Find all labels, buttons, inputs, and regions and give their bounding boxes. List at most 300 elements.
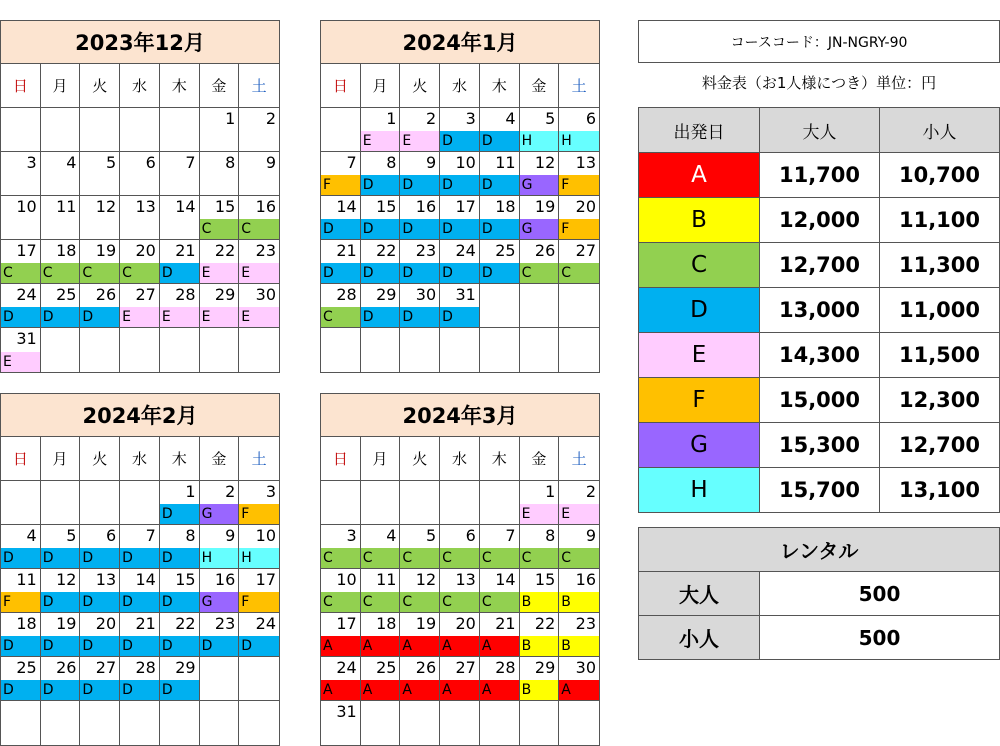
day-number: 31 (16, 329, 37, 348)
day-number: 8 (386, 153, 397, 172)
day-number: 23 (214, 614, 236, 633)
day-cell (440, 657, 480, 701)
day-number: 4 (66, 153, 77, 172)
day-cell (559, 569, 599, 613)
weekday-label: 火 (80, 437, 120, 481)
day-cell (520, 240, 560, 284)
day-cell (120, 613, 160, 657)
day-cell (480, 240, 520, 284)
day-number: 18 (495, 197, 516, 216)
price-code-d: D (440, 131, 479, 151)
price-code-cell: B (639, 198, 760, 243)
day-cell (160, 657, 200, 701)
day-number: 2 (425, 109, 437, 128)
day-number: 21 (175, 241, 196, 260)
day-number: 8 (225, 153, 236, 172)
price-code-d: D (1, 680, 40, 700)
price-code-c: C (520, 263, 559, 283)
price-code-cell: C (639, 243, 760, 288)
price-code-g: G (200, 592, 239, 612)
day-number: 13 (455, 570, 476, 589)
day-number: 17 (16, 241, 37, 260)
price-code-d: D (160, 263, 199, 283)
price-code-f: F (239, 592, 279, 612)
day-number: 22 (175, 614, 196, 633)
day-number: 11 (376, 570, 397, 589)
day-number: 24 (16, 285, 37, 304)
day-cell (1, 108, 41, 152)
day-cell (80, 525, 120, 569)
price-code-a: A (361, 680, 400, 700)
day-number: 15 (376, 197, 397, 216)
weekday-label: 月 (41, 437, 81, 481)
weekday-label: 土 (559, 437, 599, 481)
day-number: 10 (255, 526, 276, 545)
day-number: 1 (545, 482, 556, 501)
calendar-2024-01 (320, 20, 600, 373)
child-price: 11,300 (880, 243, 1000, 288)
day-cell (480, 284, 520, 328)
day-cell (440, 196, 480, 240)
day-cell (400, 152, 440, 196)
day-cell (361, 657, 401, 701)
day-cell (41, 525, 81, 569)
weekday-label: 月 (361, 64, 401, 108)
price-code-c: C (200, 219, 239, 239)
day-cell (400, 613, 440, 657)
day-cell (200, 152, 240, 196)
day-cell (80, 108, 120, 152)
day-number: 22 (534, 614, 556, 633)
day-number: 5 (66, 526, 77, 545)
day-number: 16 (214, 570, 236, 589)
price-code-f: F (321, 175, 360, 195)
price-code-c: C (120, 263, 159, 283)
price-code-c: C (440, 592, 479, 612)
day-cell (80, 701, 120, 745)
day-number: 25 (16, 658, 37, 677)
day-cell (480, 481, 520, 525)
price-code-d: D (361, 307, 400, 327)
price-code-d: D (1, 548, 40, 568)
day-cell (520, 108, 560, 152)
day-cell (440, 569, 480, 613)
price-code-e: E (520, 504, 559, 524)
price-code-c: C (480, 592, 519, 612)
price-code-d: D (41, 636, 80, 656)
day-number: 16 (575, 570, 596, 589)
price-code-d: D (440, 307, 479, 327)
weekday-label: 木 (160, 64, 200, 108)
day-number: 7 (346, 153, 357, 172)
rental-row (639, 616, 1000, 660)
weekday-label: 土 (559, 64, 599, 108)
price-code-a: A (480, 636, 519, 656)
day-number: 7 (505, 526, 516, 545)
weekday-label: 水 (120, 64, 160, 108)
price-code-a: A (400, 680, 439, 700)
price-row (639, 288, 1000, 333)
day-cell (41, 196, 81, 240)
day-number: 21 (495, 614, 516, 633)
day-cell (1, 481, 41, 525)
day-number: 6 (105, 526, 117, 545)
day-cell (1, 613, 41, 657)
weekday-label: 日 (321, 64, 361, 108)
day-cell (520, 481, 560, 525)
day-cell (120, 481, 160, 525)
price-code-a: A (400, 636, 439, 656)
day-number: 10 (336, 570, 357, 589)
weekday-label: 月 (361, 437, 401, 481)
price-code-e: E (1, 352, 40, 372)
price-code-e: E (200, 307, 239, 327)
day-number: 25 (56, 285, 77, 304)
price-code-d: D (160, 636, 199, 656)
weekday-label: 土 (239, 64, 279, 108)
price-code-d: D (400, 219, 439, 239)
price-code-a: A (440, 636, 479, 656)
day-cell (480, 701, 520, 745)
day-number: 20 (135, 241, 156, 260)
day-number: 5 (105, 153, 117, 172)
day-cell (559, 701, 599, 745)
price-code-d: D (41, 307, 80, 327)
day-cell (559, 525, 599, 569)
day-cell (1, 284, 41, 328)
day-cell (1, 525, 41, 569)
day-cell (440, 613, 480, 657)
price-code-a: A (440, 680, 479, 700)
price-code-d: D (440, 175, 479, 195)
day-number: 27 (95, 658, 117, 677)
day-number: 12 (95, 197, 117, 216)
day-cell (361, 481, 401, 525)
day-cell (361, 152, 401, 196)
day-number: 14 (175, 197, 196, 216)
price-table-title: 料金表（お1人様につき）単位：円 (701, 74, 937, 92)
day-cell (520, 701, 560, 745)
day-cell (321, 240, 361, 284)
day-cell (160, 108, 200, 152)
price-code-d: D (400, 263, 439, 283)
day-cell (200, 657, 240, 701)
day-cell (400, 328, 440, 372)
price-code-cell: G (639, 423, 760, 468)
day-number: 1 (185, 482, 196, 501)
day-cell (361, 569, 401, 613)
price-code-d: D (400, 307, 439, 327)
price-code-h: H (520, 131, 559, 151)
day-cell (440, 701, 480, 745)
day-cell (120, 152, 160, 196)
day-number: 15 (175, 570, 196, 589)
day-cell (400, 481, 440, 525)
price-code-d: D (120, 680, 159, 700)
weekday-label: 水 (120, 437, 160, 481)
day-cell (239, 240, 279, 284)
calendar-title: 2023年12月 (1, 21, 279, 64)
price-code-g: G (200, 504, 239, 524)
price-code-c: C (480, 548, 519, 568)
child-price: 12,300 (880, 378, 1000, 423)
day-number: 23 (415, 241, 437, 260)
day-number: 30 (255, 285, 276, 304)
day-cell (321, 328, 361, 372)
day-number: 29 (376, 285, 397, 304)
weekday-header (1, 437, 279, 481)
day-number: 30 (415, 285, 437, 304)
price-code-a: A (361, 636, 400, 656)
price-code-d: D (400, 175, 439, 195)
day-cell (120, 525, 160, 569)
price-row (639, 198, 1000, 243)
rental-title: レンタル (639, 528, 1000, 572)
day-cell (321, 569, 361, 613)
calendar-2024-03 (320, 393, 600, 746)
rental-label: 大人 (639, 572, 760, 616)
day-cell (239, 569, 279, 613)
day-cell (440, 481, 480, 525)
day-number: 9 (265, 153, 276, 172)
day-number: 20 (575, 197, 596, 216)
child-price: 11,100 (880, 198, 1000, 243)
day-cell (321, 481, 361, 525)
price-code-d: D (480, 263, 519, 283)
day-cell (160, 613, 200, 657)
day-cell (80, 613, 120, 657)
day-number: 28 (495, 658, 516, 677)
day-number: 23 (575, 614, 596, 633)
weekday-label: 金 (520, 64, 560, 108)
weekday-header (321, 64, 599, 108)
price-code-c: C (440, 548, 479, 568)
price-code-c: C (321, 548, 360, 568)
day-cell (120, 196, 160, 240)
day-cell (361, 196, 401, 240)
day-cell (80, 481, 120, 525)
price-code-b: B (559, 636, 599, 656)
price-code-d: D (80, 548, 119, 568)
day-cell (1, 152, 41, 196)
price-code-d: D (480, 219, 519, 239)
day-cell (520, 525, 560, 569)
day-cell (200, 108, 240, 152)
day-number: 22 (376, 241, 397, 260)
rental-value: 500 (760, 572, 1000, 616)
price-code-b: B (520, 680, 559, 700)
day-number: 3 (465, 109, 476, 128)
day-cell (80, 240, 120, 284)
price-header-child: 小人 (880, 108, 1000, 153)
day-number: 17 (455, 197, 476, 216)
day-cell (239, 108, 279, 152)
day-cell (80, 657, 120, 701)
price-code-d: D (41, 548, 80, 568)
day-number: 2 (225, 482, 236, 501)
day-cell (520, 613, 560, 657)
day-number: 19 (534, 197, 556, 216)
price-code-d: D (321, 219, 360, 239)
day-cell (361, 328, 401, 372)
day-number: 5 (425, 526, 437, 545)
day-cell (520, 328, 560, 372)
day-cell (200, 569, 240, 613)
day-number: 13 (135, 197, 156, 216)
price-code-b: B (559, 592, 599, 612)
price-code-d: D (200, 636, 239, 656)
day-number: 18 (376, 614, 397, 633)
day-cell (160, 284, 200, 328)
day-cell (400, 657, 440, 701)
calendar-grid (321, 481, 599, 745)
day-number: 18 (56, 241, 77, 260)
day-number: 12 (56, 570, 77, 589)
day-cell (1, 657, 41, 701)
day-number: 4 (386, 526, 397, 545)
day-cell (559, 240, 599, 284)
day-number: 3 (26, 153, 37, 172)
price-code-e: E (559, 504, 599, 524)
price-code-a: A (559, 680, 599, 700)
day-cell (41, 569, 81, 613)
price-code-d: D (361, 263, 400, 283)
day-number: 30 (575, 658, 596, 677)
day-cell (400, 525, 440, 569)
day-cell (400, 108, 440, 152)
price-row (639, 153, 1000, 198)
child-price: 12,700 (880, 423, 1000, 468)
price-code-g: G (520, 219, 559, 239)
day-cell (120, 240, 160, 284)
day-cell (160, 481, 200, 525)
day-number: 29 (214, 285, 236, 304)
day-number: 11 (56, 197, 77, 216)
child-price: 11,000 (880, 288, 1000, 333)
day-number: 28 (336, 285, 357, 304)
day-number: 4 (26, 526, 37, 545)
day-cell (120, 701, 160, 745)
price-code-d: D (80, 680, 119, 700)
day-cell (480, 613, 520, 657)
price-code-d: D (160, 592, 199, 612)
day-cell (440, 108, 480, 152)
weekday-header (321, 437, 599, 481)
price-code-d: D (120, 592, 159, 612)
day-cell (41, 657, 81, 701)
day-cell (480, 569, 520, 613)
weekday-label: 火 (400, 64, 440, 108)
price-code-d: D (1, 307, 40, 327)
day-number: 21 (336, 241, 357, 260)
day-cell (480, 152, 520, 196)
day-cell (321, 152, 361, 196)
adult-price: 12,000 (760, 198, 880, 243)
day-number: 1 (225, 109, 236, 128)
day-cell (400, 196, 440, 240)
adult-price: 11,700 (760, 153, 880, 198)
price-code-d: D (480, 175, 519, 195)
price-code-d: D (41, 592, 80, 612)
day-number: 26 (56, 658, 77, 677)
day-number: 3 (346, 526, 357, 545)
day-number: 28 (135, 658, 156, 677)
day-cell (559, 196, 599, 240)
day-number: 26 (534, 241, 556, 260)
price-code-d: D (120, 636, 159, 656)
day-cell (120, 328, 160, 372)
day-cell (321, 196, 361, 240)
day-cell (559, 284, 599, 328)
child-price: 13,100 (880, 468, 1000, 513)
day-cell (200, 328, 240, 372)
price-code-cell: F (639, 378, 760, 423)
price-code-e: E (239, 307, 279, 327)
course-code: コースコード：JN-NGRY-90 (638, 20, 1000, 63)
day-number: 15 (214, 197, 236, 216)
day-number: 20 (455, 614, 476, 633)
calendar-2024-02 (0, 393, 280, 746)
weekday-header (1, 64, 279, 108)
weekday-label: 木 (480, 437, 520, 481)
calendar-title: 2024年3月 (321, 394, 599, 437)
price-code-d: D (480, 131, 519, 151)
day-number: 6 (585, 109, 596, 128)
price-code-d: D (41, 680, 80, 700)
day-cell (160, 152, 200, 196)
day-cell (559, 613, 599, 657)
day-cell (520, 196, 560, 240)
day-cell (440, 525, 480, 569)
day-cell (160, 525, 200, 569)
adult-price: 14,300 (760, 333, 880, 378)
day-cell (361, 525, 401, 569)
calendar-title: 2024年1月 (321, 21, 599, 64)
day-cell (361, 701, 401, 745)
day-cell (1, 328, 41, 372)
weekday-label: 火 (80, 64, 120, 108)
price-code-d: D (361, 175, 400, 195)
day-number: 9 (585, 526, 596, 545)
price-row (639, 333, 1000, 378)
weekday-label: 日 (1, 437, 41, 481)
day-cell (200, 240, 240, 284)
price-code-h: H (200, 548, 239, 568)
day-number: 11 (495, 153, 516, 172)
day-number: 17 (336, 614, 357, 633)
price-code-e: E (361, 131, 400, 151)
price-code-d: D (160, 680, 199, 700)
price-code-c: C (400, 548, 439, 568)
calendar-2023-12 (0, 20, 280, 373)
day-cell (321, 701, 361, 745)
day-number: 24 (255, 614, 276, 633)
day-cell (239, 701, 279, 745)
day-cell (239, 657, 279, 701)
day-cell (559, 152, 599, 196)
day-cell (239, 481, 279, 525)
day-cell (1, 240, 41, 284)
price-code-a: A (321, 636, 360, 656)
day-cell (160, 196, 200, 240)
price-code-a: A (480, 680, 519, 700)
day-cell (361, 613, 401, 657)
day-number: 19 (95, 241, 117, 260)
day-cell (559, 108, 599, 152)
price-code-d: D (361, 219, 400, 239)
price-code-c: C (400, 592, 439, 612)
day-cell (200, 284, 240, 328)
